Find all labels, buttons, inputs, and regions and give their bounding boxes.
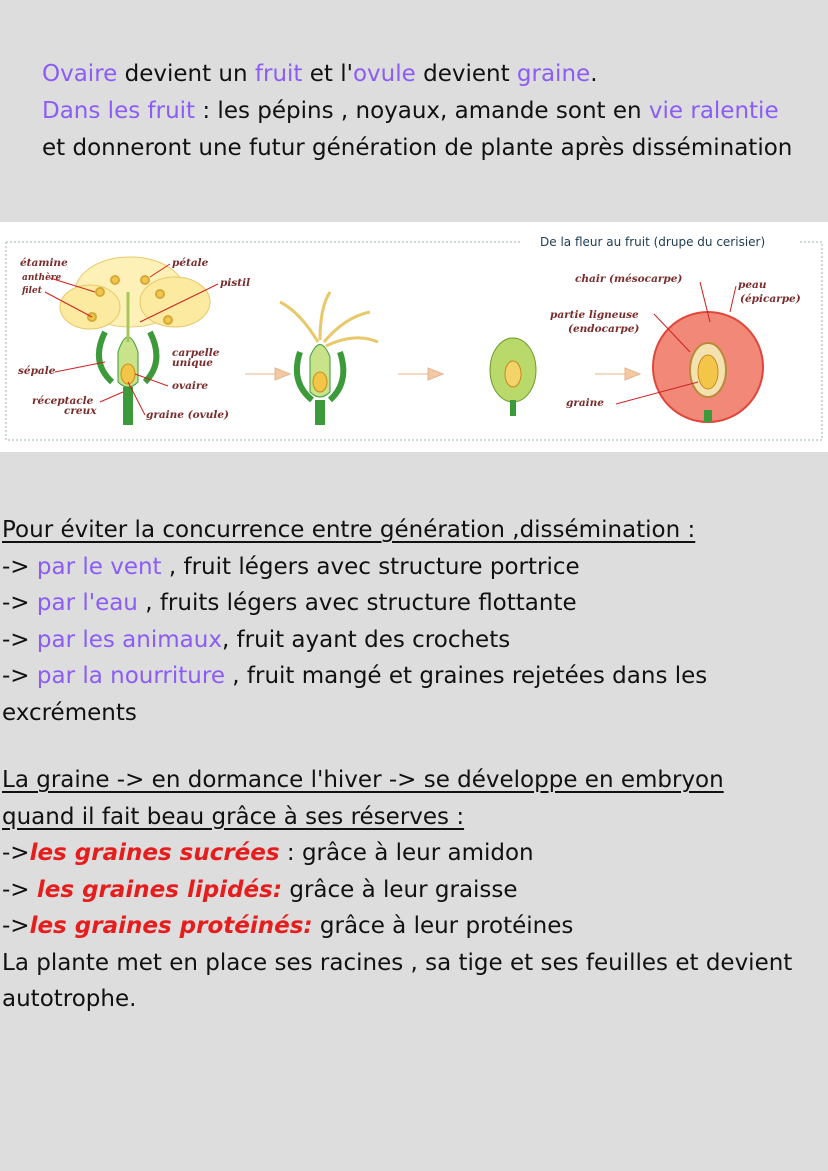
text: : les pépins , noyaux, amande sont en — [195, 98, 649, 124]
dissemination-heading: Pour éviter la concurrence entre génération ,dissémination : — [2, 517, 696, 543]
label-endocarpe: (endocarpe) — [568, 323, 640, 335]
cherry-drupe-illustration — [653, 312, 763, 422]
text: , fruit mangé et graines rejetées dans les excréments — [2, 663, 708, 726]
arrow-text: -> — [2, 876, 37, 903]
keyword: les graines protéinés: — [29, 913, 313, 939]
keyword: les graines sucrées — [29, 840, 280, 866]
graine-section — [2, 762, 828, 1018]
arrow-text: -> — [2, 663, 37, 689]
label-petale: pétale — [172, 257, 209, 269]
label-peau: peau — [738, 279, 767, 291]
list-item — [2, 585, 828, 622]
label-unique: unique — [172, 357, 213, 369]
text: et donneront une futur génération de plante après dissémination — [42, 135, 793, 161]
list-item — [2, 872, 828, 909]
arrow-text: -> — [2, 626, 37, 653]
intro-line-1 — [42, 56, 802, 93]
label-anthere: anthère — [22, 273, 62, 283]
intro-paragraph — [42, 56, 802, 167]
label-partie-ligneuse: partie ligneuse — [550, 309, 639, 321]
keyword-ovaire: Ovaire — [42, 61, 118, 87]
label-pistil: pistil — [220, 277, 251, 289]
text: grâce à leur graisse — [282, 876, 518, 903]
list-item — [2, 835, 828, 872]
label-ovaire: ovaire — [172, 380, 209, 392]
figure-title: De la fleur au fruit (drupe du cerisier) — [540, 235, 766, 249]
conclusion: La plante met en place ses racines , sa tige et ses feuilles et devient autotrophe. — [2, 949, 793, 1012]
text: , fruit ayant des crochets — [221, 626, 511, 653]
keyword: par le vent — [36, 553, 162, 580]
keyword: les graines lipidés: — [36, 876, 283, 903]
list-item — [2, 549, 828, 586]
arrow-icon — [245, 368, 290, 380]
arrow-icon — [398, 368, 443, 380]
label-carpelle: carpelle — [172, 347, 220, 359]
label-creux: creux — [64, 405, 97, 417]
label-epicarpe: (épicarpe) — [740, 293, 801, 305]
arrow-text: -> — [2, 553, 37, 580]
label-chair: chair (mésocarpe) — [575, 273, 683, 285]
list-item — [2, 622, 828, 659]
keyword-ovule: ovule — [352, 61, 416, 87]
label-graine: graine — [566, 397, 604, 409]
figure-illustration — [0, 222, 828, 452]
keyword-vie-ralentie: vie ralentie — [648, 98, 779, 124]
text: , fruits légers avec structure flottante — [137, 590, 577, 616]
text: . — [590, 61, 598, 87]
label-graine-ovule: graine (ovule) — [146, 409, 229, 421]
text: , fruit légers avec structure portrice — [161, 553, 580, 580]
text: devient un — [117, 61, 255, 87]
list-item — [2, 908, 828, 945]
keyword-graine: graine — [516, 61, 591, 87]
arrow-text: -> — [2, 590, 37, 616]
keyword: par l'eau — [36, 590, 138, 616]
graine-heading-1: La graine -> en dormance l'hiver -> se développe en embryon — [2, 767, 724, 793]
graine-heading-2: quand il fait beau grâce à ses réserves : — [2, 803, 465, 830]
wilted-flower-illustration — [280, 292, 378, 425]
intro-line-2 — [42, 93, 802, 167]
keyword-fruit: fruit — [254, 61, 303, 87]
label-filet: filet — [22, 286, 42, 296]
label-receptacle: réceptacle — [32, 395, 94, 407]
list-item — [2, 658, 828, 731]
arrow-icon — [595, 368, 640, 380]
text: : grâce à leur amidon — [279, 840, 534, 866]
label-etamine: étamine — [20, 257, 68, 269]
text: devient — [415, 61, 517, 87]
text: et l' — [302, 61, 353, 87]
arrow-text: -> — [2, 913, 30, 939]
flower-to-fruit-figure — [0, 222, 828, 452]
dissemination-section — [2, 512, 828, 731]
text: grâce à leur protéines — [312, 913, 574, 939]
keyword: par les animaux — [36, 626, 222, 653]
label-sepale: sépale — [18, 365, 56, 377]
arrow-text: -> — [2, 840, 30, 866]
young-fruit-illustration — [490, 338, 536, 416]
keyword-dans-les-fruit: Dans les fruit — [42, 98, 196, 124]
keyword: par la nourriture — [36, 663, 225, 689]
